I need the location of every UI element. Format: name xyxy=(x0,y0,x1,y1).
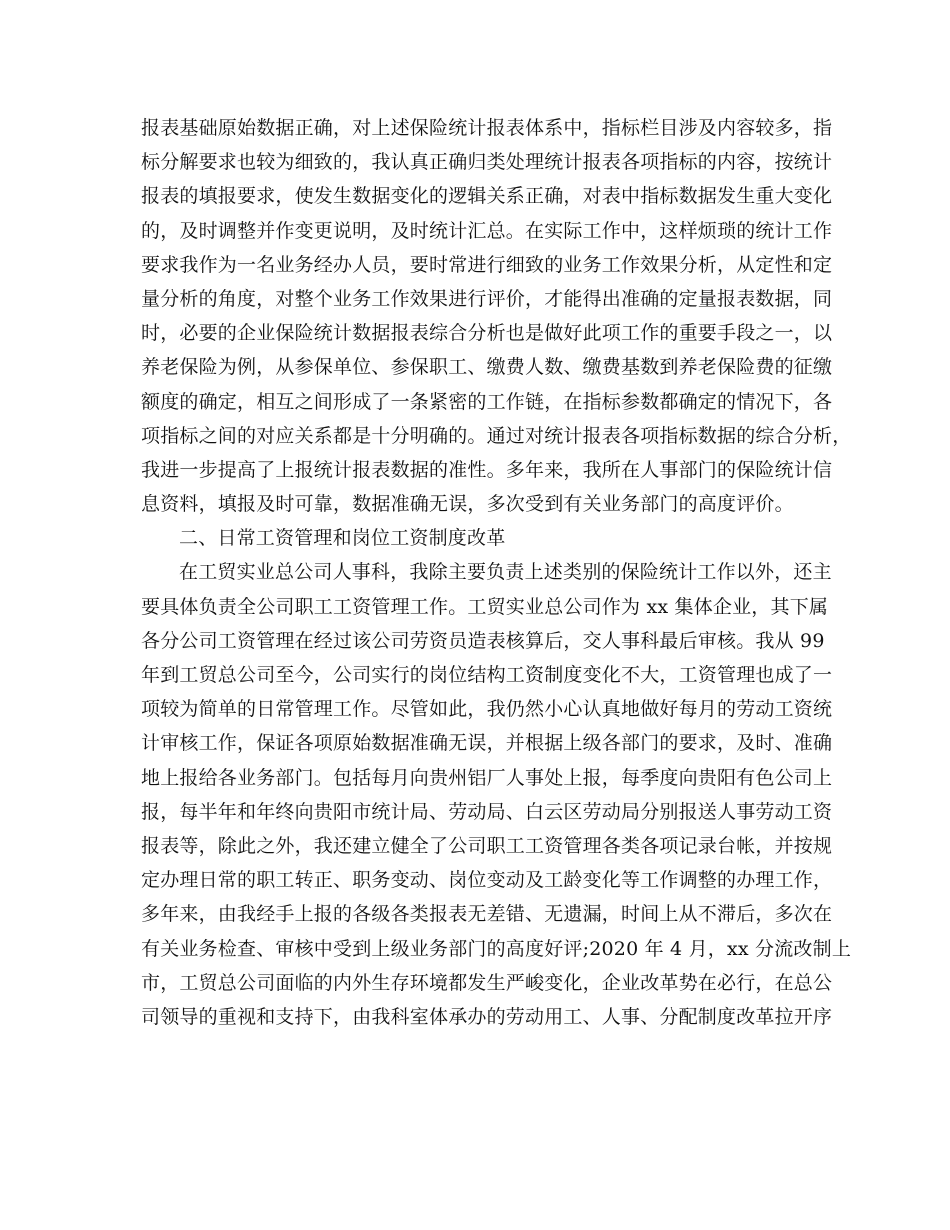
paragraph-2-line: 报表等，除此之外，我还建立健全了公司职工工资管理各类各项记录台帐，并按规 xyxy=(141,834,833,857)
document-body xyxy=(141,111,852,1034)
paragraph-2-line: 在工贸实业总公司人事科，我除主要负责上述类别的保险统计工作以外，还主 xyxy=(179,561,832,584)
paragraph-2-line: 各分公司工资管理在经过该公司劳资员造表核算后，交人事科最后审核。我从 99 xyxy=(141,629,825,652)
paragraph-1-line: 报表基础原始数据正确，对上述保险统计报表体系中，指标栏目涉及内容较多，指 xyxy=(141,117,833,139)
paragraph-1-line: 时，必要的企业保险统计数据报表综合分析也是做好此项工作的重要手段之一，以 xyxy=(141,322,833,345)
paragraph-1-line: 要求我作为一名业务经办人员，要时常进行细致的业务工作效果分析，从定性和定 xyxy=(141,253,833,276)
paragraph-2-line: 报，每半年和年终向贵阳市统计局、劳动局、白云区劳动局分别报送人事劳动工资 xyxy=(141,800,833,823)
paragraph-1-line: 的，及时调整并作变更说明，及时统计汇总。在实际工作中，这样烦琐的统计工作 xyxy=(141,219,833,242)
paragraph-2-line: 计审核工作，保证各项原始数据准确无误，并根据上级各部门的要求，及时、准确 xyxy=(141,732,833,755)
paragraph-1-line: 量分析的角度，对整个业务工作效果进行评价，才能得出准确的定量报表数据，同 xyxy=(141,287,833,310)
paragraph-1-line: 项指标之间的对应关系都是十分明确的。通过对统计报表各项指标数据的综合分析， xyxy=(141,424,852,447)
paragraph-1-line: 养老保险为例，从参保单位、参保职工、缴费人数、缴费基数到养老保险费的征缴 xyxy=(141,356,833,379)
paragraph-1-line: 标分解要求也较为细致的，我认真正确归类处理统计报表各项指标的内容，按统计 xyxy=(141,151,833,174)
paragraph-2-line: 年到工贸总公司至今，公司实行的岗位结构工资制度变化不大，工资管理也成了一 xyxy=(141,664,833,686)
paragraph-2-line: 司领导的重视和支持下，由我科室体承办的劳动用工、人事、分配制度改革拉开序 xyxy=(141,1005,833,1028)
paragraph-2-line: 要具体负责全公司职工工资管理工作。工贸实业总公司作为 xx 集体企业，其下属 xyxy=(141,595,829,618)
paragraph-2-line: 项较为简单的日常管理工作。尽管如此，我仍然小心认真地做好每月的劳动工资统 xyxy=(141,698,833,721)
paragraph-2-line: 地上报给各业务部门。包括每月向贵州铝厂人事处上报，每季度向贵阳有色公司上 xyxy=(141,766,833,789)
paragraph-1-line: 我进一步提高了上报统计报表数据的准性。多年来，我所在人事部门的保险统计信 xyxy=(141,458,833,481)
paragraph-1-line: 报表的填报要求，使发生数据变化的逻辑关系正确，对表中指标数据发生重大变化 xyxy=(141,185,833,208)
paragraph-2-line: 定办理日常的职工转正、职务变动、岗位变动及工龄变化等工作调整的办理工作， xyxy=(141,869,833,892)
paragraph-2-line: 有关业务检查、审核中受到上级业务部门的高度好评;2020 年 4 月，xx 分流改制上 xyxy=(141,937,852,960)
paragraph-1-line: 额度的确定，相互之间形成了一条紧密的工作链，在指标参数都确定的情况下，各 xyxy=(141,390,833,413)
paragraph-1-line: 息资料，填报及时可靠，数据准确无误，多次受到有关业务部门的高度评价。 xyxy=(141,493,794,516)
paragraph-2-line: 多年来，由我经手上报的各级各类报表无差错、无遗漏，时间上从不滞后，多次在 xyxy=(141,903,833,926)
section-heading: 二、日常工资管理和岗位工资制度改革 xyxy=(179,527,506,550)
paragraph-2-line: 市，工贸总公司面临的内外生存环境都发生严峻变化，企业改革势在必行，在总公 xyxy=(141,971,833,994)
